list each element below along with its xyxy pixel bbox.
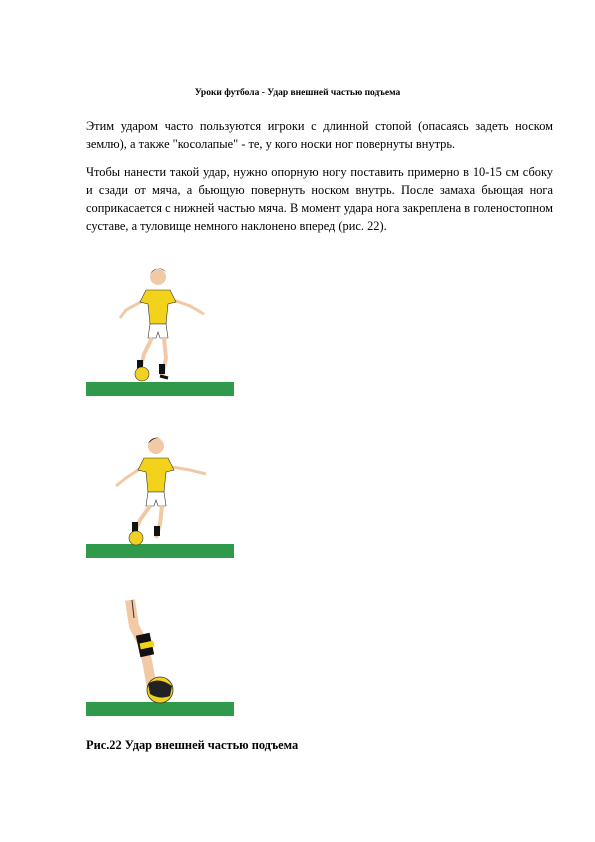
footballer-figure-1	[86, 262, 236, 398]
paragraph-intro: Этим ударом часто пользуются игроки с длинной стопой (опасаясь задеть носком землю), а также "косолапые" - те, у кого носки ног повернуты внутрь.	[86, 119, 553, 151]
grass-strip	[86, 544, 234, 558]
grass-strip	[86, 382, 234, 396]
paragraph-technique: Чтобы нанести такой удар, нужно опорную ногу поставить примерно в 10-15 см сбоку и сзади от мяча, а бьющую повернуть носком внутрь. После замаха бьющая нога соприкасается с нижней частью мяча. В момент удара нога закреплена в голеностопном суставе, а туловище немного наклонено вперед (рис. 22).	[86, 165, 553, 233]
figure-caption: Рис.22 Удар внешней частью подъема	[86, 738, 299, 752]
leg-closeup-figure	[86, 596, 236, 718]
football-icon	[129, 531, 143, 545]
page-title: Уроки футбола - Удар внешней частью подъема	[194, 88, 401, 98]
football-icon	[135, 367, 149, 381]
grass-strip	[86, 702, 234, 716]
footballer-figure-2	[86, 434, 236, 560]
